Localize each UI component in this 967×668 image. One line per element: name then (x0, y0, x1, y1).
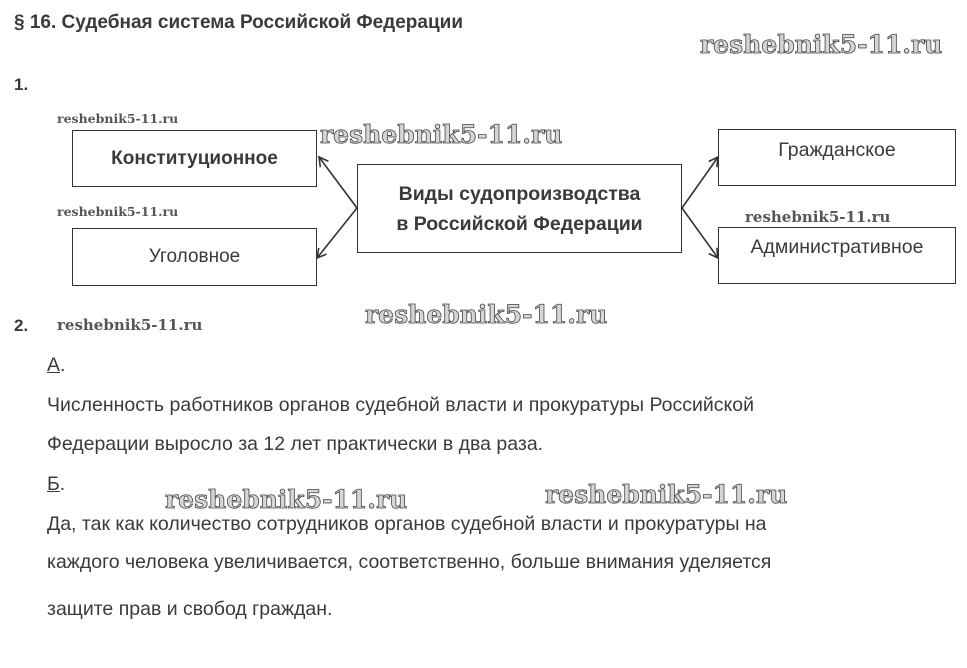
arrow-to-constitutional (319, 157, 357, 208)
answer-a-label: А (47, 354, 61, 376)
task-2-number: 2. (14, 316, 29, 335)
answer-b-heading: Б. (47, 473, 66, 495)
watermark: reshebnik5-11.ru (165, 485, 408, 514)
box-criminal-label: Уголовное (148, 246, 241, 267)
watermark: reshebnik5-11.ru (745, 208, 891, 226)
watermark: reshebnik5-11.ru (365, 300, 608, 329)
answer-b-line-3: защите прав и свобод граждан. (47, 598, 333, 620)
answer-a-line-2: Федерации выросло за 12 лет практически в два раза. (47, 433, 544, 455)
task-1-number: 1. (14, 75, 29, 94)
box-criminal (72, 228, 317, 286)
watermark: reshebnik5-11.ru (57, 204, 179, 219)
box-center (357, 164, 682, 253)
watermark: reshebnik5-11.ru (545, 480, 788, 509)
box-administrative (718, 227, 956, 284)
box-center-line-1: Виды судопроизводства (398, 182, 641, 205)
answer-b-line-2: каждого человека увеличивается, соответственно, больше внимания уделяется (47, 551, 772, 573)
page-title: § 16. Судебная система Российской Федерации (14, 12, 464, 33)
watermark: reshebnik5-11.ru (57, 316, 203, 334)
answer-b-label: Б (47, 473, 60, 495)
box-constitutional (72, 130, 317, 187)
box-civil (718, 129, 956, 186)
arrow-to-civil (682, 157, 718, 208)
watermark: reshebnik5-11.ru (320, 120, 563, 149)
answer-a-line-1: Численность работников органов судебной власти и прокуратуры Российской (47, 394, 755, 416)
box-center-line-2: в Российской Федерации (396, 212, 643, 235)
arrow-to-criminal (317, 208, 357, 258)
box-civil-label: Гражданское (778, 139, 896, 161)
box-administrative-label: Административное (750, 236, 924, 258)
answer-a-heading: А. (47, 354, 66, 376)
watermark: reshebnik5-11.ru (700, 30, 943, 59)
box-constitutional-label: Конституционное (111, 147, 278, 169)
watermark: reshebnik5-11.ru (57, 111, 179, 126)
arrow-to-administrative (682, 208, 718, 258)
answer-b-line-1: Да, так как количество сотрудников органов судебной власти и прокуратуры на (47, 513, 767, 535)
